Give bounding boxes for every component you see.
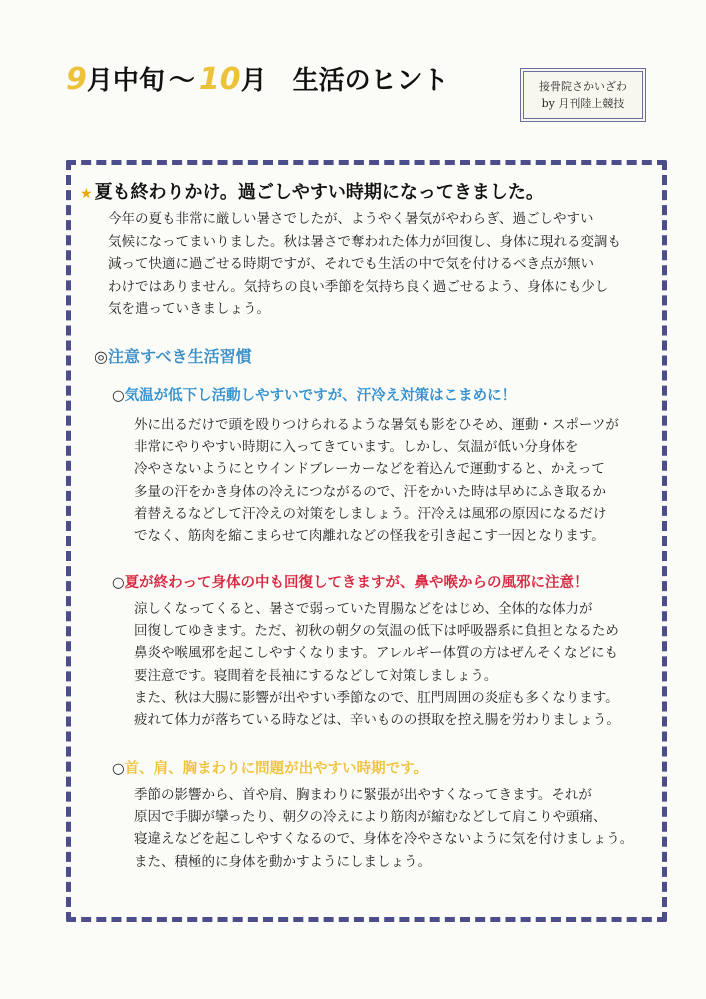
intro-headline-text: 夏も終わりかけ。過ごしやすい時期になってきました。 [94, 182, 544, 203]
item-heading-2 [112, 571, 589, 592]
item-body-1 [134, 414, 619, 547]
body-line: 寝違えなどを起こしやすくなるので、身体を冷やさないように気を付けましょう。 [134, 831, 634, 848]
section-heading [94, 344, 252, 367]
item-body-2 [134, 598, 620, 731]
circle-bullet-icon: ○ [112, 388, 125, 404]
item-heading-text: 首、肩、胸まわりに問題が出やすい時期です。 [124, 761, 428, 777]
title-month-end: 10 [198, 62, 241, 97]
body-line: 多量の汗をかき身体の冷えにつながるので、汗をかいた時は早めにふき取るか [134, 483, 606, 500]
body-line: 回復してゆきます。ただ、初秋の朝夕の気温の低下は呼吸器系に負担となるため [134, 623, 619, 640]
body-line: 要注意です。寝間着を長袖にするなどして対策しましょう。 [134, 667, 498, 684]
intro-line: わけではありません。気持ちの良い季節を気持ち良く過ごせるよう、身体にも少し [108, 278, 609, 295]
intro-line: 今年の夏も非常に厳しい暑さでしたが、ようやく暑気がやわらぎ、過ごしやすい [108, 211, 594, 227]
intro-line: 気候になってまいりました。秋は暑さで奪われた体力が回復し、身体に現れる変調も [108, 233, 621, 250]
intro-line: 気を遣っていきましょう。 [108, 301, 270, 317]
clinic-stamp [520, 68, 646, 122]
body-line: 季節の影響から、首や肩、胸まわりに緊張が出やすくなってきます。それが [134, 787, 592, 803]
body-line: 非常にやりやすい時期に入ってきています。しかし、気温が低い分身体を [134, 439, 579, 456]
title-tilde: ～ [168, 66, 195, 96]
title-topic: 生活のヒント [292, 66, 449, 96]
item-heading-text: 夏が終わって身体の中も回復してきますが、鼻や喉からの風邪に注意！ [124, 575, 589, 591]
page-title [66, 60, 449, 104]
double-circle-icon: ◎ [94, 347, 108, 366]
body-line: 冷やさないようにとウインドブレーカーなどを着込んで運動すると、かえって [134, 461, 605, 478]
circle-bullet-icon: ○ [112, 761, 125, 777]
item-body-3 [134, 784, 633, 873]
clinic-name: 接骨院さかいざわ [539, 80, 627, 93]
body-line: 涼しくなってくると、暑さで弱っていた胃腸などをはじめ、全体的な体力が [134, 601, 593, 617]
body-line: また、秋は大腸に影響が出やすい季節なので、肛門周囲の炎症も多くなります。 [134, 689, 619, 706]
body-line: 疲れて体力が落ちている時などは、辛いものの摂取を控え腸を労わりましょう。 [134, 712, 620, 729]
title-part1: 月中旬 [86, 66, 165, 96]
title-month-start: 9 [66, 62, 87, 97]
stamp-source: by 月刊陸上競技 [541, 97, 625, 110]
section-heading-text: 注意すべき生活習慣 [107, 347, 252, 366]
title-part2: 月 [240, 66, 267, 96]
body-line: でなく、筋肉を縮こまらせて肉離れなどの怪我を引き起こす一因となります。 [134, 528, 605, 545]
star-icon: ★ [80, 186, 93, 202]
body-line: また、積極的に身体を動かすようにしましょう。 [134, 853, 431, 870]
intro-line: 減って快適に過ごせる時期ですが、それでも生活の中で気を付けるべき点が無い [108, 256, 594, 272]
body-line: 鼻炎や喉風邪を起こしやすくなります。アレルギー体質の方はぜんそくなどにも [134, 645, 619, 662]
body-line: 外に出るだけで頭を殴りつけられるような暑気も影をひそめ、運動・スポーツが [134, 417, 619, 433]
body-line: 原因で手脚が攣ったり、朝夕の冷えにより筋肉が縮むなどして肩こりや頭痛、 [134, 809, 607, 826]
intro-headline [80, 178, 544, 204]
circle-bullet-icon: ○ [112, 575, 125, 591]
item-heading-1 [112, 384, 516, 405]
body-line: 着替えるなどして汗冷えの対策をしましょう。汗冷えは風邪の原因になるだけ [134, 505, 607, 522]
item-heading-text: 気温が低下し活動しやすいですが、汗冷え対策はこまめに！ [124, 388, 517, 404]
intro-paragraph [108, 208, 621, 321]
item-heading-3 [112, 757, 428, 778]
